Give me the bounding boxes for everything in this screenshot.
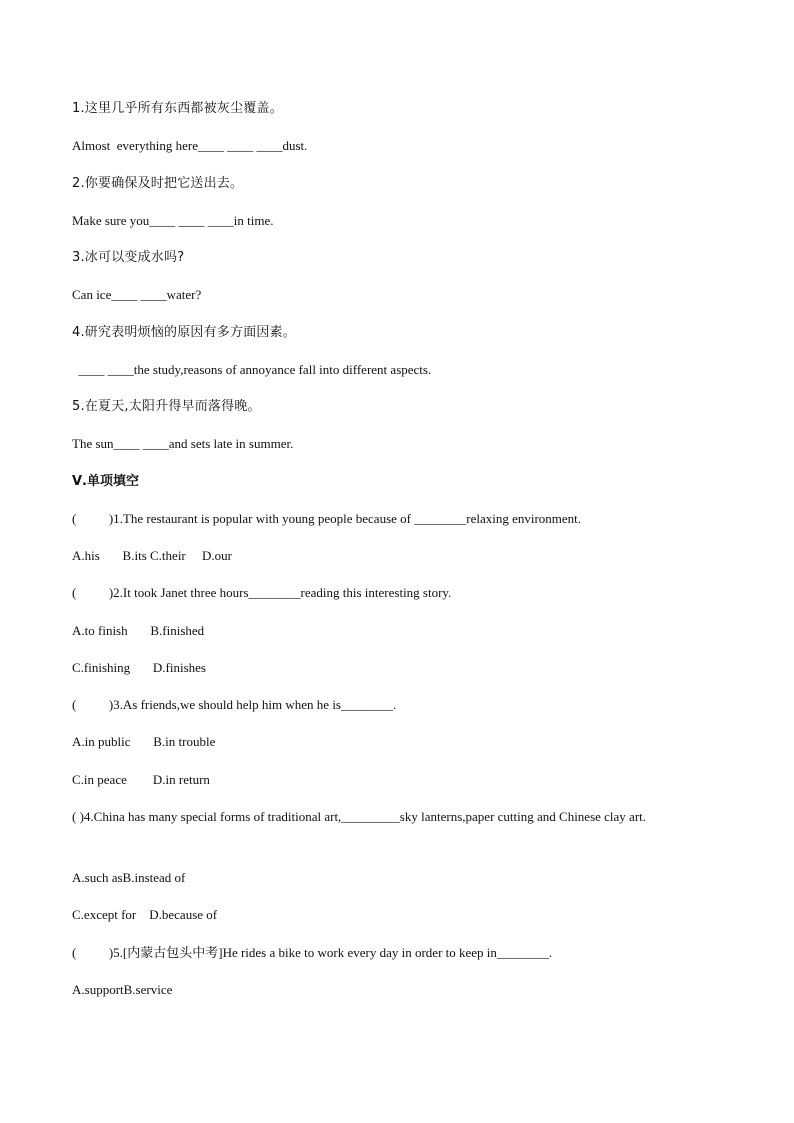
question-4-stem: ( )4.China has many special forms of traditional art,_________sky lanterns,paper cutting and Chinese clay art. <box>72 809 647 824</box>
translation-item-3-chinese: 3.冰可以变成水吗? <box>72 250 185 265</box>
translation-item-5-english: The sun____ ____and sets late in summer. <box>72 436 294 451</box>
question-1-stem: ( )1.The restaurant is popular with young people because of ________relaxing environment. <box>72 511 582 526</box>
translation-item-2-chinese: 2.你要确保及时把它送出去。 <box>72 176 244 191</box>
question-5-stem: ( )5.[内蒙古包头中考]He rides a bike to work every day in order to keep in________. <box>72 945 553 960</box>
question-4-options-ab: A.such asB.instead of <box>72 870 186 885</box>
question-3-options-cd: C.in peace D.in return <box>72 772 210 787</box>
question-2-stem: ( )2.It took Janet three hours________reading this interesting story. <box>72 585 452 600</box>
question-2-options-cd: C.finishing D.finishes <box>72 660 206 675</box>
question-4-options-cd: C.except for D.because of <box>72 907 218 922</box>
question-5-options: A.supportB.service <box>72 982 173 997</box>
question-2-options-ab: A.to finish B.finished <box>72 623 205 638</box>
translation-item-3-english: Can ice____ ____water? <box>72 287 202 302</box>
translation-item-4-chinese: 4.研究表明烦恼的原因有多方面因素。 <box>72 325 297 340</box>
section-title: Ⅴ.单项填空 <box>72 474 139 489</box>
translation-item-5-chinese: 5.在夏天,太阳升得早而落得晚。 <box>72 399 261 414</box>
translation-item-1-english: Almost everything here____ ____ ____dust. <box>72 138 308 153</box>
question-3-stem: ( )3.As friends,we should help him when he is________. <box>72 697 397 712</box>
question-3-options-ab: A.in public B.in trouble <box>72 734 216 749</box>
translation-item-4-english: ____ ____the study,reasons of annoyance fall into different aspects. <box>72 362 432 377</box>
translation-item-2-english: Make sure you____ ____ ____in time. <box>72 213 274 228</box>
question-1-options: A.his B.its C.their D.our <box>72 548 232 563</box>
translation-item-1-chinese: 1.这里几乎所有东西都被灰尘覆盖。 <box>72 101 283 116</box>
